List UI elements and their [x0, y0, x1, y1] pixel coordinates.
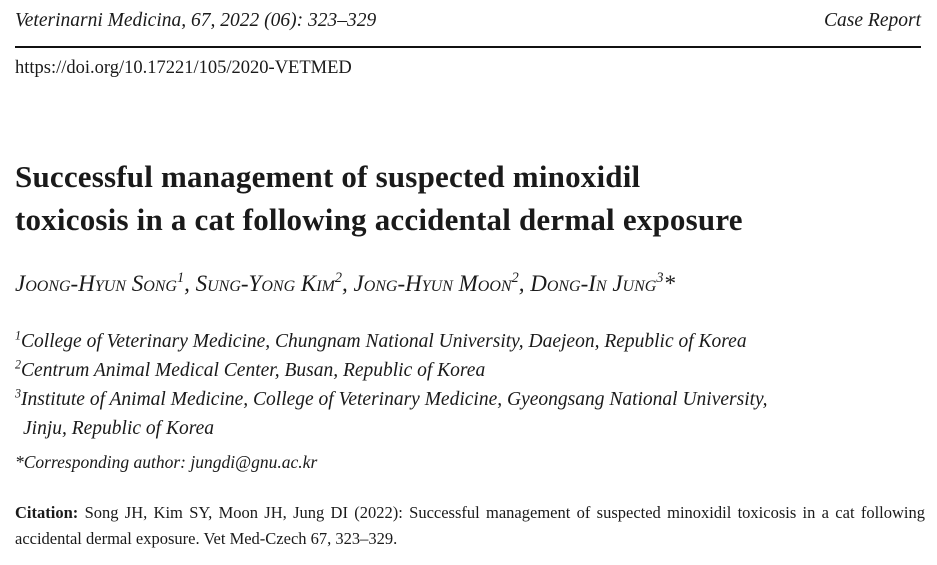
- title-line-1: Successful management of suspected minoxidil: [15, 159, 641, 194]
- author-list: [15, 271, 675, 297]
- author-affiliation-mark: 3: [656, 270, 664, 287]
- author-name: Sung-Yong Kim: [195, 271, 335, 296]
- corresponding-marker: *: [663, 271, 675, 296]
- author-affiliation-mark: 1: [176, 270, 185, 287]
- corresponding-author: *Corresponding author: jungdi@gnu.ac.kr: [15, 452, 318, 472]
- affiliation-item: [15, 356, 930, 385]
- author-affiliation-mark: 2: [334, 270, 342, 287]
- journal-citation: Veterinarni Medicina, 67, 2022 (06): 323–329: [15, 10, 377, 31]
- doi-link[interactable]: https://doi.org/10.17221/105/2020-VETMED: [15, 58, 352, 78]
- affiliation-text: College of Veterinary Medicine, Chungnam National University, Daejeon, Republic of Korea: [21, 331, 747, 352]
- affiliation-number: 2: [15, 357, 22, 372]
- affiliation-list: [15, 327, 930, 443]
- citation-block: [15, 500, 925, 552]
- running-header: [15, 10, 921, 48]
- affiliation-text: Institute of Animal Medicine, College of Veterinary Medicine, Gyeongsang National University,: [21, 389, 768, 410]
- affiliation-text: Centrum Animal Medical Center, Busan, Republic of Korea: [21, 360, 486, 381]
- article-title: [15, 155, 925, 241]
- author-separator: ,: [184, 271, 196, 296]
- author-name: Dong-In Jung: [530, 271, 657, 296]
- affiliation-item: [15, 327, 930, 356]
- author-affiliation-mark: 2: [511, 270, 519, 287]
- title-line-2: toxicosis in a cat following accidental dermal exposure: [15, 202, 743, 237]
- author-separator: ,: [342, 271, 354, 296]
- affiliation-continuation: Jinju, Republic of Korea: [23, 418, 214, 439]
- citation-label: Citation:: [15, 503, 79, 522]
- citation-text: Song JH, Kim SY, Moon JH, Jung DI (2022): Successful management of suspected minoxidil toxicosis in a cat following accidental dermal exposure. Vet Med-Czech 67, 323–329.: [15, 503, 926, 548]
- affiliation-item: [15, 385, 930, 414]
- author-separator: ,: [518, 271, 531, 296]
- affiliation-number: 1: [15, 328, 22, 343]
- affiliation-number: 3: [15, 386, 22, 401]
- article-type: Case Report: [824, 10, 921, 31]
- author-name: Joong-Hyun Song: [15, 271, 177, 296]
- author-name: Jong-Hyun Moon: [353, 271, 512, 296]
